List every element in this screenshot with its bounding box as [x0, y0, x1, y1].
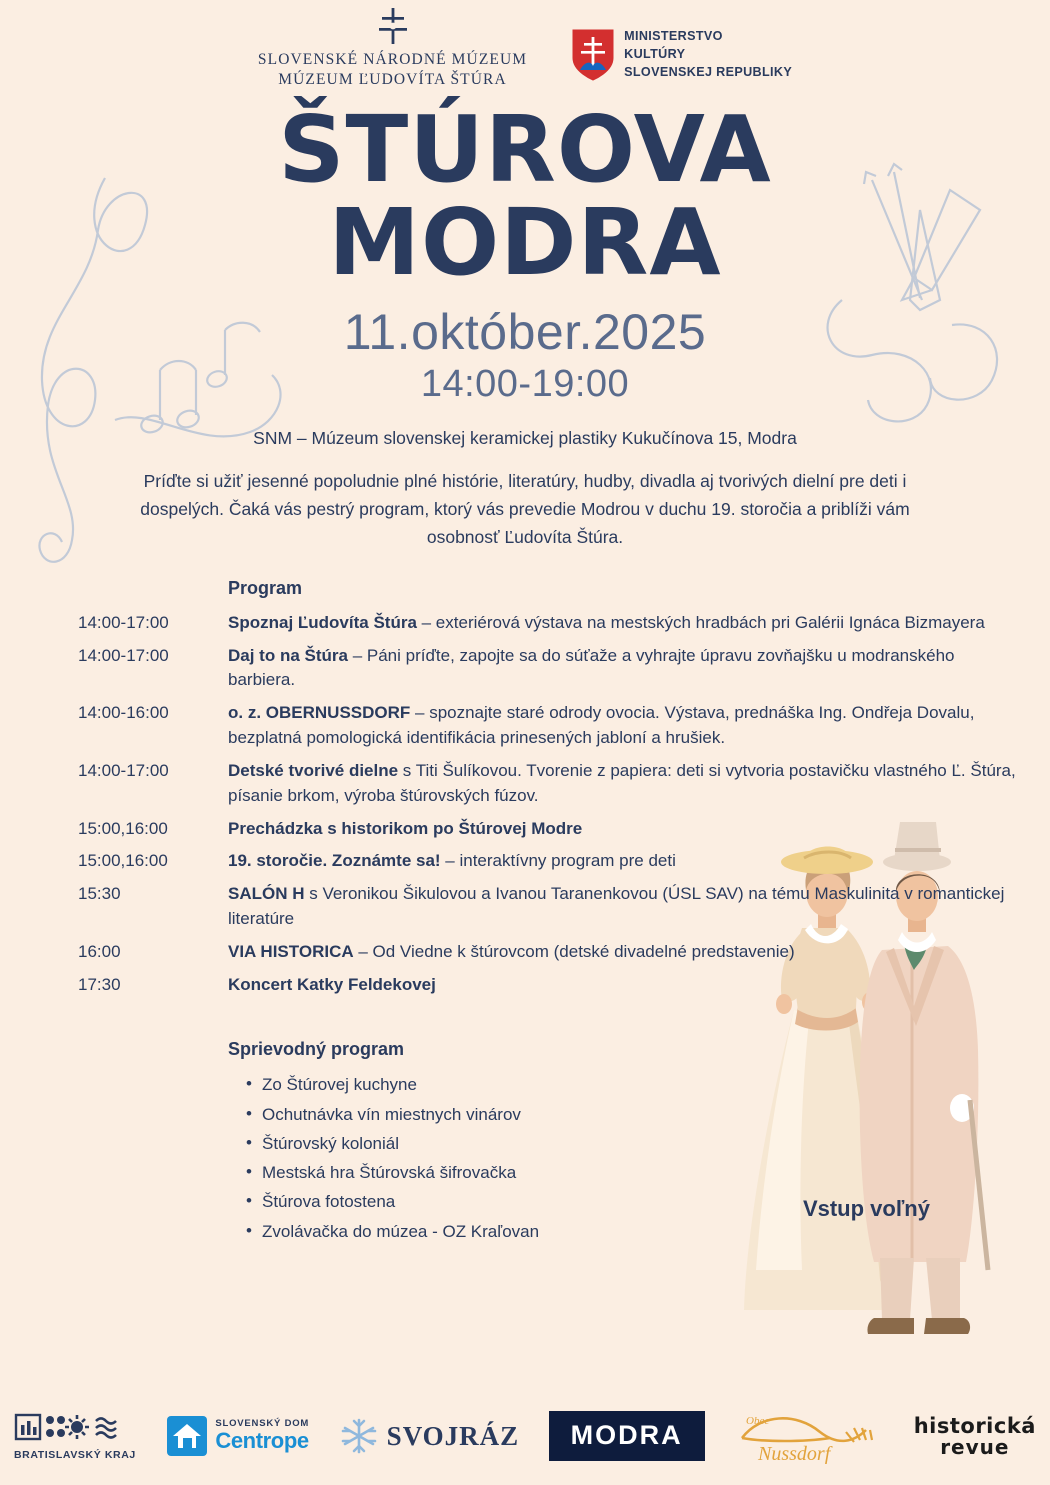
program-description: [228, 973, 1020, 998]
title-line-1: ŠTÚROVA: [278, 96, 772, 203]
bratislavsky-kraj-label: BRATISLAVSKÝ KRAJ: [14, 1449, 136, 1461]
program-row: [78, 940, 1020, 965]
svg-text:Obec: Obec: [746, 1415, 770, 1427]
event-date: 11.október.2025: [343, 303, 707, 360]
free-entry-label: Vstup voľný: [802, 1196, 930, 1221]
program-title: Spoznaj Ľudovíta Štúra: [228, 612, 417, 632]
poster-title: [0, 96, 1050, 297]
slovak-coat-of-arms-icon: [571, 28, 615, 82]
snm-line-1: SLOVENSKÉ NÁRODNÉ MÚZEUM: [257, 51, 528, 68]
program-section: [0, 578, 1050, 1246]
program-title: Koncert Katky Feldekovej: [228, 974, 436, 994]
program-description: Detské tvorivé dielne s Titi Šulíkovou. Tvorenie z papiera: deti si vytvoria postavičku vlastného Ľ. Štúra, písanie brkom, výroba štúrovských fúzov.: [228, 760, 1016, 805]
program-title: Prechádzka s historikom po Štúrovej Modre: [228, 818, 583, 838]
accompanying-item: • Zo Štúrovej kuchyne: [246, 1070, 1050, 1099]
historicka-revue-line-2: revue: [940, 1434, 1010, 1459]
program-description: SALÓN H s Veronikou Šikulovou a Ivanou Taranenkovou (ÚSL SAV) na tému Maskulinita v romantickej literatúre: [228, 884, 1005, 928]
double-cross-icon: [373, 6, 413, 46]
program-time: 15:00,16:00: [78, 818, 168, 838]
program-time: 17:30: [78, 974, 121, 994]
partner-logos-footer: [0, 1393, 1050, 1485]
event-intro: Príďte si užiť jesenné popoludnie plné histórie, literatúry, hudby, divadla aj tvorivých dielní pre deti i dospelých. Čaká vás pestrý program, ktorý vás prevedie Modrou v duchu 19. storočia a priblíži vám osobnosť Ľudovíta Štúra.: [140, 470, 910, 548]
svg-text:Nussdorf: Nussdorf: [758, 1443, 831, 1464]
event-time: 14:00-19:00: [420, 362, 630, 405]
accompanying-heading: Sprievodný program: [228, 1039, 405, 1060]
partner-logo-historicka-revue: [913, 1413, 1036, 1459]
program-row: [78, 644, 1020, 694]
bratislava-region-icon: [14, 1411, 124, 1445]
program-time: 15:00,16:00: [78, 851, 168, 871]
program-row: [78, 611, 1020, 636]
event-venue: SNM – Múzeum slovenskej keramickej plastiky Kukučínova 15, Modra: [253, 427, 797, 448]
ministry-line-2: KULTÚRY: [624, 46, 686, 61]
program-description: 19. storočie. Zoznámte sa! – interaktívny program pre deti: [228, 851, 676, 871]
program-title: SALÓN H: [228, 884, 305, 904]
program-title: Detské tvorivé dielne: [228, 760, 399, 780]
program-title: VIA HISTORICA: [228, 941, 354, 961]
modra-label: MODRA: [549, 1411, 705, 1461]
program-row: [78, 849, 1020, 874]
centrope-small-label: SLOVENSKÝ DOM: [215, 1418, 310, 1430]
partner-logo-centrope: [165, 1414, 309, 1458]
title-block: [0, 96, 1050, 406]
program-time: 14:00-17:00: [78, 760, 169, 780]
nussdorf-hill-icon: [734, 1408, 884, 1464]
title-line-2: MODRA: [328, 189, 722, 297]
slovensky-dom-house-icon: [165, 1414, 209, 1458]
program-title: Daj to na Štúra: [228, 645, 348, 665]
snm-logo: [258, 6, 527, 90]
program-description: VIA HISTORICA – Od Viedne k štúrovcom (detské divadelné predstavenie): [228, 941, 795, 961]
program-title: 19. storočie. Zoznámte sa!: [228, 851, 441, 871]
ministry-line-1: MINISTERSTVO: [624, 29, 723, 43]
accompanying-item: • Zvolávačka do múzea - OZ Kraľovan: [246, 1217, 1050, 1246]
partner-logo-modra: [549, 1411, 705, 1461]
program-description: o. z. OBERNUSSDORF – spoznajte staré odrody ovocia. Výstava, prednáška Ing. Ondřeja Dovalu, bezplatná pomologická identifikácia prinesených jabloní a hrušiek.: [228, 703, 975, 748]
partner-logo-svojraz: [339, 1416, 519, 1456]
program-time: 14:00-16:00: [78, 703, 169, 723]
snm-line-2: MÚZEUM ĽUDOVÍTA ŠTÚRA: [278, 70, 507, 88]
accompanying-item: • Štúrovský koloniál: [246, 1129, 1050, 1158]
snowflake-icon: [339, 1416, 379, 1456]
partner-logo-nussdorf: [734, 1408, 884, 1464]
program-row: [78, 973, 1020, 998]
partner-logo-bratislavsky-kraj: [14, 1411, 136, 1461]
accompanying-item: • Štúrova fotostena: [246, 1187, 1050, 1216]
ministry-line-3: SLOVENSKEJ REPUBLIKY: [624, 64, 793, 79]
program-row: [78, 882, 1020, 932]
program-description: Daj to na Štúra – Páni príďte, zapojte sa do súťaže a vyhrajte úpravu zovňajšku u modranského barbiera.: [228, 645, 955, 690]
historicka-revue-line-1: historická: [913, 1413, 1036, 1438]
poster-header: [0, 0, 1050, 100]
program-time: 14:00-17:00: [78, 612, 169, 632]
program-time: 16:00: [78, 941, 121, 961]
centrope-label: Centrope: [215, 1428, 309, 1454]
accompanying-item: • Ochutnávka vín miestnych vinárov: [246, 1100, 1050, 1129]
program-row: [78, 701, 1020, 751]
program-list: [0, 611, 1050, 998]
program-description: [228, 817, 1020, 842]
ministry-of-culture-logo: [571, 6, 792, 82]
accompanying-item: • Mestská hra Štúrovská šifrovačka: [246, 1158, 1050, 1187]
program-row: [78, 759, 1020, 809]
program-time: 15:30: [78, 884, 121, 904]
program-title: o. z. OBERNUSSDORF: [228, 703, 411, 723]
program-time: 14:00-17:00: [78, 645, 169, 665]
program-heading: Program: [228, 577, 303, 598]
svojraz-label: SVOJRÁZ: [386, 1420, 520, 1451]
program-row: [78, 817, 1020, 842]
program-description: Spoznaj Ľudovíta Štúra – exteriérová výstava na mestských hradbách pri Galérii Ignáca Bizmayera: [228, 612, 985, 632]
